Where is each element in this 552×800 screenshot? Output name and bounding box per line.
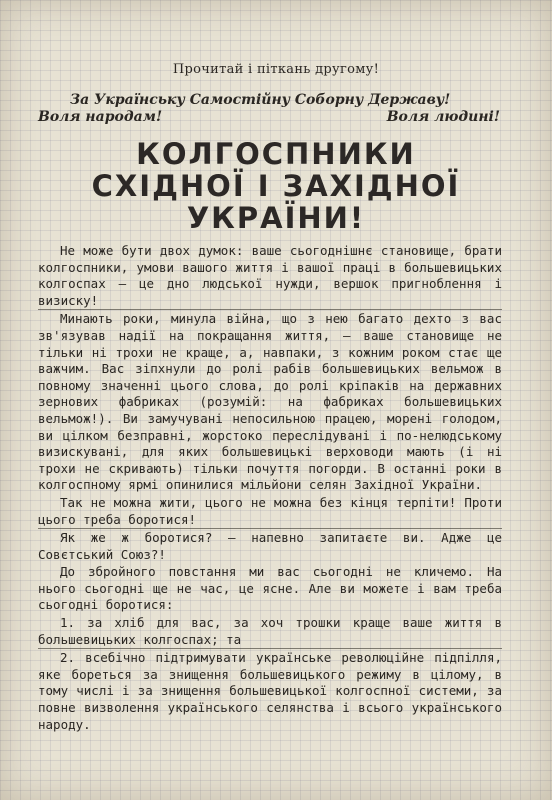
motto-right: Воля людині! <box>386 109 500 125</box>
title-line-3: УКРАЇНИ! <box>186 201 366 235</box>
paragraph-3: Так не можна жити, цього не можна без кінця терпіти! Проти цього треба боротися! <box>38 495 502 529</box>
paragraph-7: 2. всебічно підтримувати українське революційне підпілля, яке бореться за знищення большевицького режиму в цілому, в тому числі і за знищення большевицької колгоспної системи, за повне визволення українського селянства і всього українського народу. <box>38 650 502 732</box>
top-note: Прочитай і піткань другому! <box>172 62 380 77</box>
paragraph-1: Не може бути двох думок: ваше сьогоднішнє становище, брати колгоспники, умови вашого життя і вашої праці в большевицьких колгоспах — це дно людської нужди, вершок пригноблення і визиску! <box>38 243 502 310</box>
title-line-2: СХІДНОЇ І ЗАХІДНОЇ <box>91 169 461 203</box>
leaflet-body <box>38 243 502 733</box>
paragraph-2: Минають роки, минула війна, що з нею багато дехто з вас зв'язував надії на покращання життя, — ваше становище не тільки ні трохи не краще, а, навпаки, з кожним роком стає ще важчим. Вас зіпхнули до ролі рабів большевицьких вельмож в повному значенні цього слова, до ролі кріпаків на державних зернових фабриках (розумій: на фабриках большевицьких вельмож!). Ви замучувані непосильною працею, морені голодом, ви цілком безправні, жорстоко переслідувані і по-нелюдському визискувані, для яких большевицькі верховоди мають (і ні трохи не скривають) тільки почуття погорди. В останні роки в колгоспному ярмі опинилися мільйони селян Західної України. <box>38 311 502 493</box>
page-title <box>0 138 552 234</box>
motto-left: Воля народам! <box>38 109 163 125</box>
title-line-1: КОЛГОСПНИКИ <box>136 137 416 171</box>
paragraph-6: 1. за хліб для вас, за хоч трошки краще ваше життя в большевицьких колгоспах; та <box>38 615 502 649</box>
paragraph-4: Як же ж боротися? — напевно запитаєте ви. Адже це Совєтський Союз?! <box>38 530 502 562</box>
slogan: За Українську Самостійну Соборну Державу! <box>70 92 451 108</box>
paragraph-5: До збройного повстання ми вас сьогодні не кличемо. На нього сьогодні ще не час, це ясне. Але ви можете і вам треба сьогодні боротися: <box>38 564 502 613</box>
